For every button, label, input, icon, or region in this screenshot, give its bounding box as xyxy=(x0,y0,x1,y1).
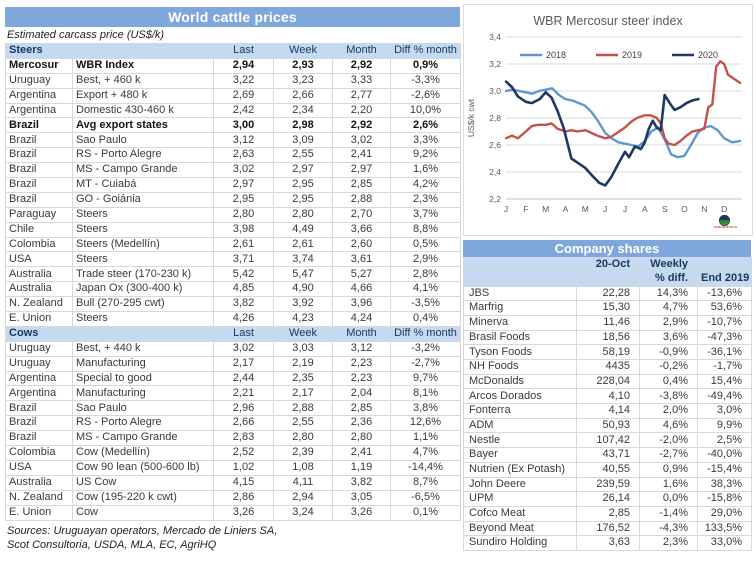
price-row: Chile Steers 3,98 4,49 3,66 8,8% xyxy=(6,222,461,237)
x-tick-label: F xyxy=(523,204,529,214)
price-row: Brazil GO - Goiánia 2,95 2,95 2,88 2,3% xyxy=(6,192,461,207)
share-row: Minerva 11,46 2,9% -10,7% xyxy=(464,315,752,330)
section-header-row: Steers Last Week Month Diff % month xyxy=(6,44,461,59)
share-row: Bayer 43,71 -2,7% -40,0% xyxy=(464,448,752,463)
price-row: Colombia Steers (Medellín) 2,61 2,61 2,60 0,5% xyxy=(6,237,461,252)
company-shares-panel xyxy=(463,240,751,551)
tardaguila-logo xyxy=(704,215,744,232)
price-row: Brazil Avg export states 3,00 2,98 2,92 2,6% xyxy=(6,118,461,133)
sources-line-1: Sources: Uruguayan operators, Mercado de Liniers SA, xyxy=(7,524,278,537)
series-2020-line xyxy=(506,82,698,186)
y-axis-title: US$/k cwt xyxy=(466,98,476,138)
price-row: Australia Japan Ox (300-400 k) 4,85 4,90 4,66 4,1% xyxy=(6,282,461,297)
price-row: Argentina Export + 480 k 2,69 2,66 2,77 -2,6% xyxy=(6,88,461,103)
y-tick-label: 3,0 xyxy=(489,86,501,96)
page-title: World cattle prices xyxy=(5,7,460,27)
section-header-row: Cows Last Week Month Diff % month xyxy=(6,326,461,341)
y-tick-label: 2,8 xyxy=(489,113,501,123)
company-shares-table xyxy=(463,257,752,551)
globe-icon xyxy=(719,215,730,226)
x-tick-label: N xyxy=(701,204,708,214)
steer-index-line-chart xyxy=(464,31,750,229)
x-tick-label: J xyxy=(603,204,608,214)
share-row: Sundiro Holding 3,63 2,3% 33,0% xyxy=(464,536,752,551)
price-row: Brazil RS - Porto Alegre 2,63 2,55 2,41 9,2% xyxy=(6,148,461,163)
share-row: Tyson Foods 58,19 -0,9% -36,1% xyxy=(464,345,752,360)
price-row: Brazil MS - Campo Grande 3,02 2,97 2,97 1,6% xyxy=(6,163,461,178)
col-header-pct-diff: % diff. xyxy=(640,272,698,286)
share-row: Nutrien (Ex Potash) 40,55 0,9% -15,4% xyxy=(464,462,752,477)
x-tick-label: S xyxy=(661,204,668,214)
price-row: N. Zealand Bull (270-295 cwt) 3,82 3,92 3,96 -3,5% xyxy=(6,297,461,312)
panel-subtitle: Estimated carcass price (US$/k) xyxy=(7,29,165,41)
price-row: E. Union Cow 3,26 3,24 3,26 0,1% xyxy=(6,505,461,520)
share-row: NH Foods 4435 -0,2% -1,7% xyxy=(464,360,752,375)
legend-label-2020: 2020 xyxy=(698,50,719,60)
shares-header-row-2 xyxy=(464,272,752,286)
share-row: ADM 50,93 4,6% 9,9% xyxy=(464,418,752,433)
col-header-date: 20-Oct xyxy=(577,258,640,272)
share-row: Arcos Dorados 4,10 -3,8% -49,4% xyxy=(464,389,752,404)
series-2019-line xyxy=(506,61,740,145)
shares-header-row-1 xyxy=(464,258,752,272)
cattle-prices-table xyxy=(5,43,461,521)
share-row: UPM 26,14 0,0% -15,8% xyxy=(464,492,752,507)
share-row: Beyond Meat 176,52 -4,3% 133,5% xyxy=(464,521,752,536)
sources-note xyxy=(5,521,460,552)
x-tick-label: M xyxy=(581,204,589,214)
price-row: Brazil MS - Campo Grande 2,83 2,80 2,80 1,1% xyxy=(6,431,461,446)
y-tick-label: 3,2 xyxy=(489,59,501,69)
world-cattle-prices-panel xyxy=(5,7,460,552)
chart-title: WBR Mercosur steer index xyxy=(533,14,683,28)
price-row: Colombia Cow (Medellín) 2,52 2,39 2,41 4,7% xyxy=(6,446,461,461)
y-tick-label: 2,6 xyxy=(489,140,501,150)
logo-wordmark: TARDAGUILA xyxy=(713,226,738,230)
share-row: Fonterra 4,14 2,0% 3,0% xyxy=(464,404,752,419)
price-row: Argentina Manufacturing 2,21 2,17 2,04 8,1% xyxy=(6,386,461,401)
price-row: Australia Trade steer (170-230 k) 5,42 5,47 5,27 2,8% xyxy=(6,267,461,282)
x-tick-label: A xyxy=(562,204,569,214)
price-row: Uruguay Manufacturing 2,17 2,19 2,23 -2,7% xyxy=(6,356,461,371)
company-shares-title: Company shares xyxy=(463,240,751,257)
price-row: USA Cow 90 lean (500-600 lb) 1,02 1,08 1,19 -14,4% xyxy=(6,460,461,475)
price-row: Brazil Sao Paulo 3,12 3,09 3,02 3,3% xyxy=(6,133,461,148)
x-tick-label: D xyxy=(721,204,728,214)
price-row: Argentina Special to good 2,44 2,35 2,23 9,7% xyxy=(6,371,461,386)
share-row: John Deere 239,59 1,6% 38,3% xyxy=(464,477,752,492)
price-row: Brazil Sao Paulo 2,96 2,88 2,85 3,8% xyxy=(6,401,461,416)
legend-label-2018: 2018 xyxy=(546,50,567,60)
price-row: Brazil MT - Cuiabá 2,97 2,95 2,85 4,2% xyxy=(6,178,461,193)
price-row: N. Zealand Cow (195-220 k cwt) 2,86 2,94 3,05 -6,5% xyxy=(6,490,461,505)
col-header-end-2019: End 2019 xyxy=(698,272,752,286)
share-row: Marfrig 15,30 4,7% 53,6% xyxy=(464,301,752,316)
y-tick-label: 2,2 xyxy=(489,194,501,204)
sources-line-2: Scot Consultoria, USDA, MLA, EC, AgriHQ xyxy=(7,538,217,551)
share-row: McDonalds 228,04 0,4% 15,4% xyxy=(464,374,752,389)
share-row: Cofco Meat 2,85 -1,4% 29,0% xyxy=(464,506,752,521)
y-tick-label: 2,4 xyxy=(489,167,501,177)
x-tick-label: M xyxy=(542,204,550,214)
col-header-weekly: Weekly xyxy=(640,258,698,272)
y-tick-label: 3,4 xyxy=(489,32,501,42)
x-tick-label: J xyxy=(622,204,628,214)
steer-index-chart-card xyxy=(463,4,753,236)
share-row: Nestle 107,42 -2,0% 2,5% xyxy=(464,433,752,448)
price-row: Uruguay Best, + 440 k 3,02 3,03 3,12 -3,2% xyxy=(6,341,461,356)
price-row: Argentina Domestic 430-460 k 2,42 2,34 2,20 10,0% xyxy=(6,103,461,118)
x-tick-label: O xyxy=(681,204,688,214)
share-row: Brasil Foods 18,56 3,6% -47,3% xyxy=(464,330,752,345)
price-row: Paraguay Steers 2,80 2,80 2,70 3,7% xyxy=(6,207,461,222)
price-row: USA Steers 3,71 3,74 3,61 2,9% xyxy=(6,252,461,267)
price-row: Brazil RS - Porto Alegre 2,66 2,55 2,36 12,6% xyxy=(6,416,461,431)
price-row: Uruguay Best, + 460 k 3,22 3,23 3,33 -3,3% xyxy=(6,73,461,88)
price-row: E. Union Steers 4,26 4,23 4,24 0,4% xyxy=(6,312,461,327)
legend-label-2019: 2019 xyxy=(622,50,643,60)
price-row: Mercosur WBR Index 2,94 2,93 2,92 0,9% xyxy=(6,58,461,73)
price-row: Australia US Cow 4,15 4,11 3,82 8,7% xyxy=(6,475,461,490)
x-tick-label: A xyxy=(641,204,648,214)
share-row: JBS 22,28 14,3% -13,6% xyxy=(464,286,752,301)
x-tick-label: J xyxy=(503,204,509,214)
